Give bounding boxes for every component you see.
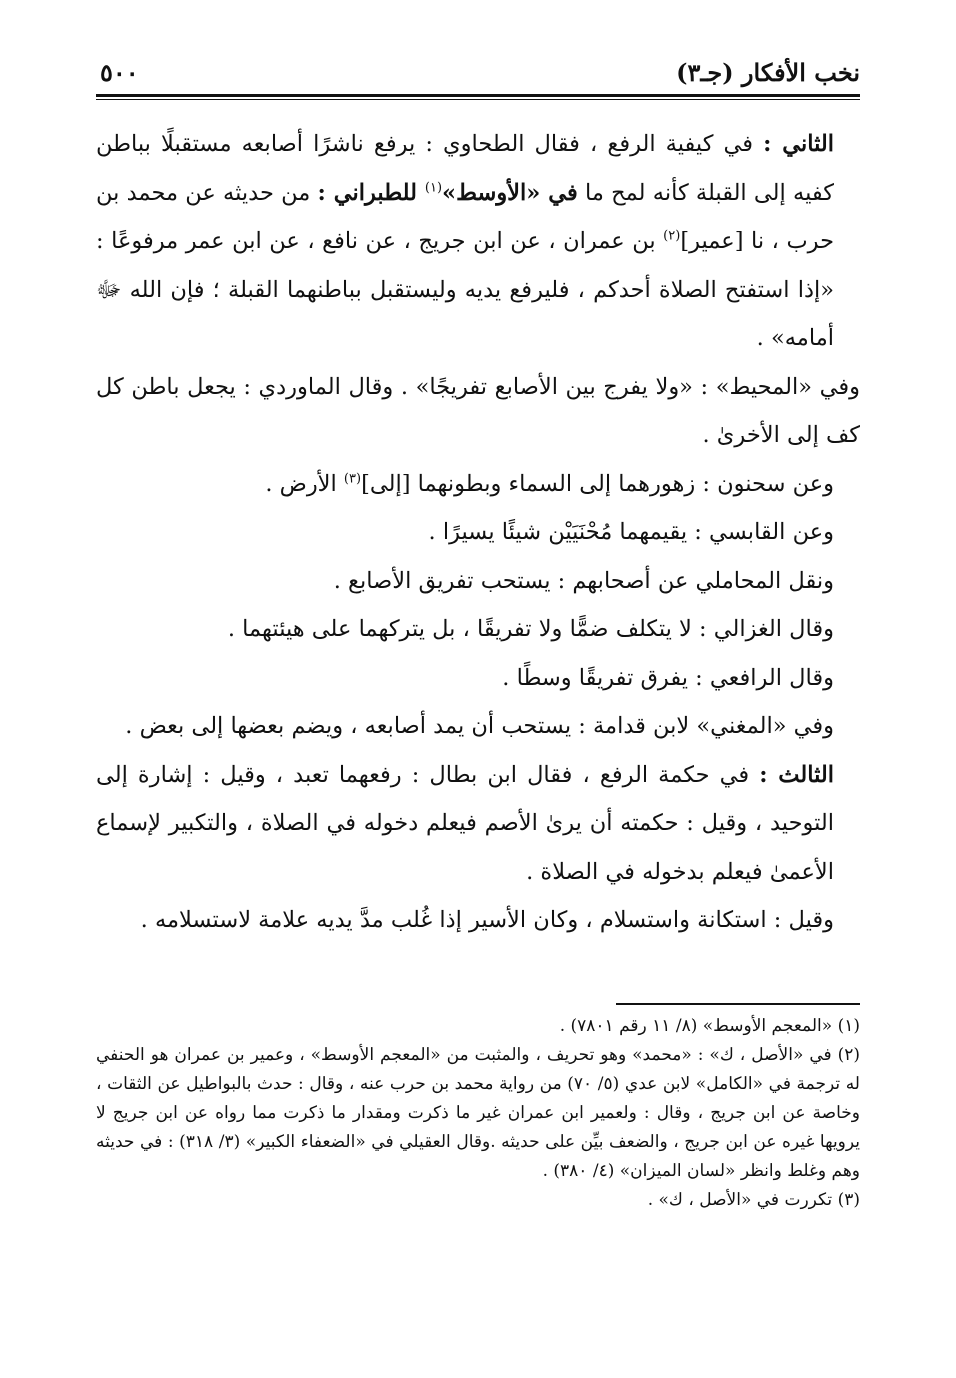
footnote-marker-3[interactable]: (٣) (343, 471, 362, 486)
paragraph-third-point (96, 751, 860, 897)
main-text (96, 120, 860, 945)
footnote-text: تكررت في «الأصل ، ك» . (647, 1190, 838, 1210)
running-title: نخب الأفكار (جـ٣) (676, 58, 860, 87)
header-rule-thin (96, 99, 860, 100)
paragraph-sahnun (96, 460, 860, 509)
footnote-marker-2[interactable]: (٢) (663, 228, 681, 244)
paragraph-qabisi: وعن القابسي : يقيمهما مُحْنَيَيْن شيئًا يسيرًا . (428, 519, 834, 545)
paragraph-mughni: وفي «المغني» لابن قدامة : يستحب أن يمد أصابعه ، ويضم بعضها إلى بعض . (125, 713, 834, 739)
header-rule-thick (96, 94, 860, 97)
source-reference: في «الأوسط» (442, 179, 578, 206)
footnote-1 (96, 1012, 860, 1041)
footnote-marker-1[interactable]: (١) (424, 180, 443, 195)
section-lead-second: الثاني : (763, 131, 834, 157)
section-lead-third: الثالث : (759, 761, 834, 788)
footnote-number: (٣) (837, 1190, 860, 1210)
paragraph-text: في كيفية الرفع ، فقال الطحاوي : يرفع ناشرًا أصابعه مستقبلًا بباطن كفيه إلى القبلة كأنه لمح ما (96, 131, 834, 206)
paragraph-muhit: وفي «المحيط» : «ولا يفرج بين الأصابع تفريجًا» . وقال الماوردي : يجعل باطن كل كف إلى الأخرىٰ . (96, 373, 860, 448)
paragraph-istikana: وقيل : استكانة واستسلام ، وكان الأسير إذا غُلب مدَّ يديه علامة لاستسلامه . (140, 907, 834, 933)
footnote-text: في «الأصل ، ك» : «محمد» وهو تحريف ، والمثبت من «المعجم الأوسط» ، وعمير بن عمران هو الحنفي له ترجمة في «الكامل» لابن عدي (٥/ ٧٠) من رواية محمد بن حرب عنه ، وقال : حدث بالبواطيل عن الثقات ، وخاصة عن ابن جريج ، وقال : ولعمير ابن عمران غير ما ذكرت ومقدار ما ذكرت مما رواه عن ابن جريج لا يرويها غيره عن ابن جريج ، والضعف بيِّن على حديثه .وقال العقيلي في «الضعفاء الكبير» (٣/ ٣١٨) : في حديثه وهم وغلط وانظر «لسان الميزان» (٤/ ٣٨٠) . (96, 1045, 860, 1181)
paragraph-text: الأرض . (265, 470, 344, 497)
paragraph-text: بن عمران ، عن ابن جريج ، عن نافع ، عن ابن عمر مرفوعًا : «إذا استفتح الصلاة أحدكم ، فليرفع يديه وليستقبل بباطنهما القبلة ؛ فإن الله ﷻ أمامه» . (96, 228, 834, 351)
paragraph-text: وعن سحنون : زهورهما إلى السماء وبطونهما [إلى] (361, 470, 834, 497)
page-number: ٥٠٠ (100, 58, 139, 87)
paragraph-rafii: وقال الرافعي : يفرق تفريقًا وسطًا . (502, 664, 834, 691)
paragraph-text: من حديثه عن محمد بن حرب ، نا [عمير] (96, 179, 834, 254)
footnote-number: (١) (837, 1016, 860, 1036)
footnote-2 (96, 1041, 860, 1186)
paragraph-mahamili: ونقل المحاملي عن أصحابهم : يستحب تفريق الأصابع . (333, 567, 834, 594)
paragraph-second-point (96, 120, 860, 363)
paragraph-text: في حكمة الرفع ، فقال ابن بطال : رفعهما تعبد ، وقيل : إشارة إلى التوحيد ، وقيل : حكمته أن يرىٰ الأصم فيعلم دخوله في الصلاة ، والتكبير لإسماع الأعمىٰ فيعلم بدخوله في الصلاة . (96, 761, 834, 885)
footnote-number: (٢) (837, 1045, 860, 1065)
page-header (96, 52, 860, 92)
paragraph-ghazali: وقال الغزالي : لا يتكلف ضمًّا ولا تفريقًا ، بل يتركهما على هيئتهما . (227, 616, 834, 642)
source-author: للطبراني : (317, 179, 425, 206)
footnote-text: «المعجم الأوسط» (٨/ ١١ رقم ٧٨٠١) . (559, 1016, 838, 1036)
footnote-3 (96, 1186, 860, 1215)
footnote-separator (616, 1003, 860, 1005)
footnotes (96, 1012, 860, 1215)
